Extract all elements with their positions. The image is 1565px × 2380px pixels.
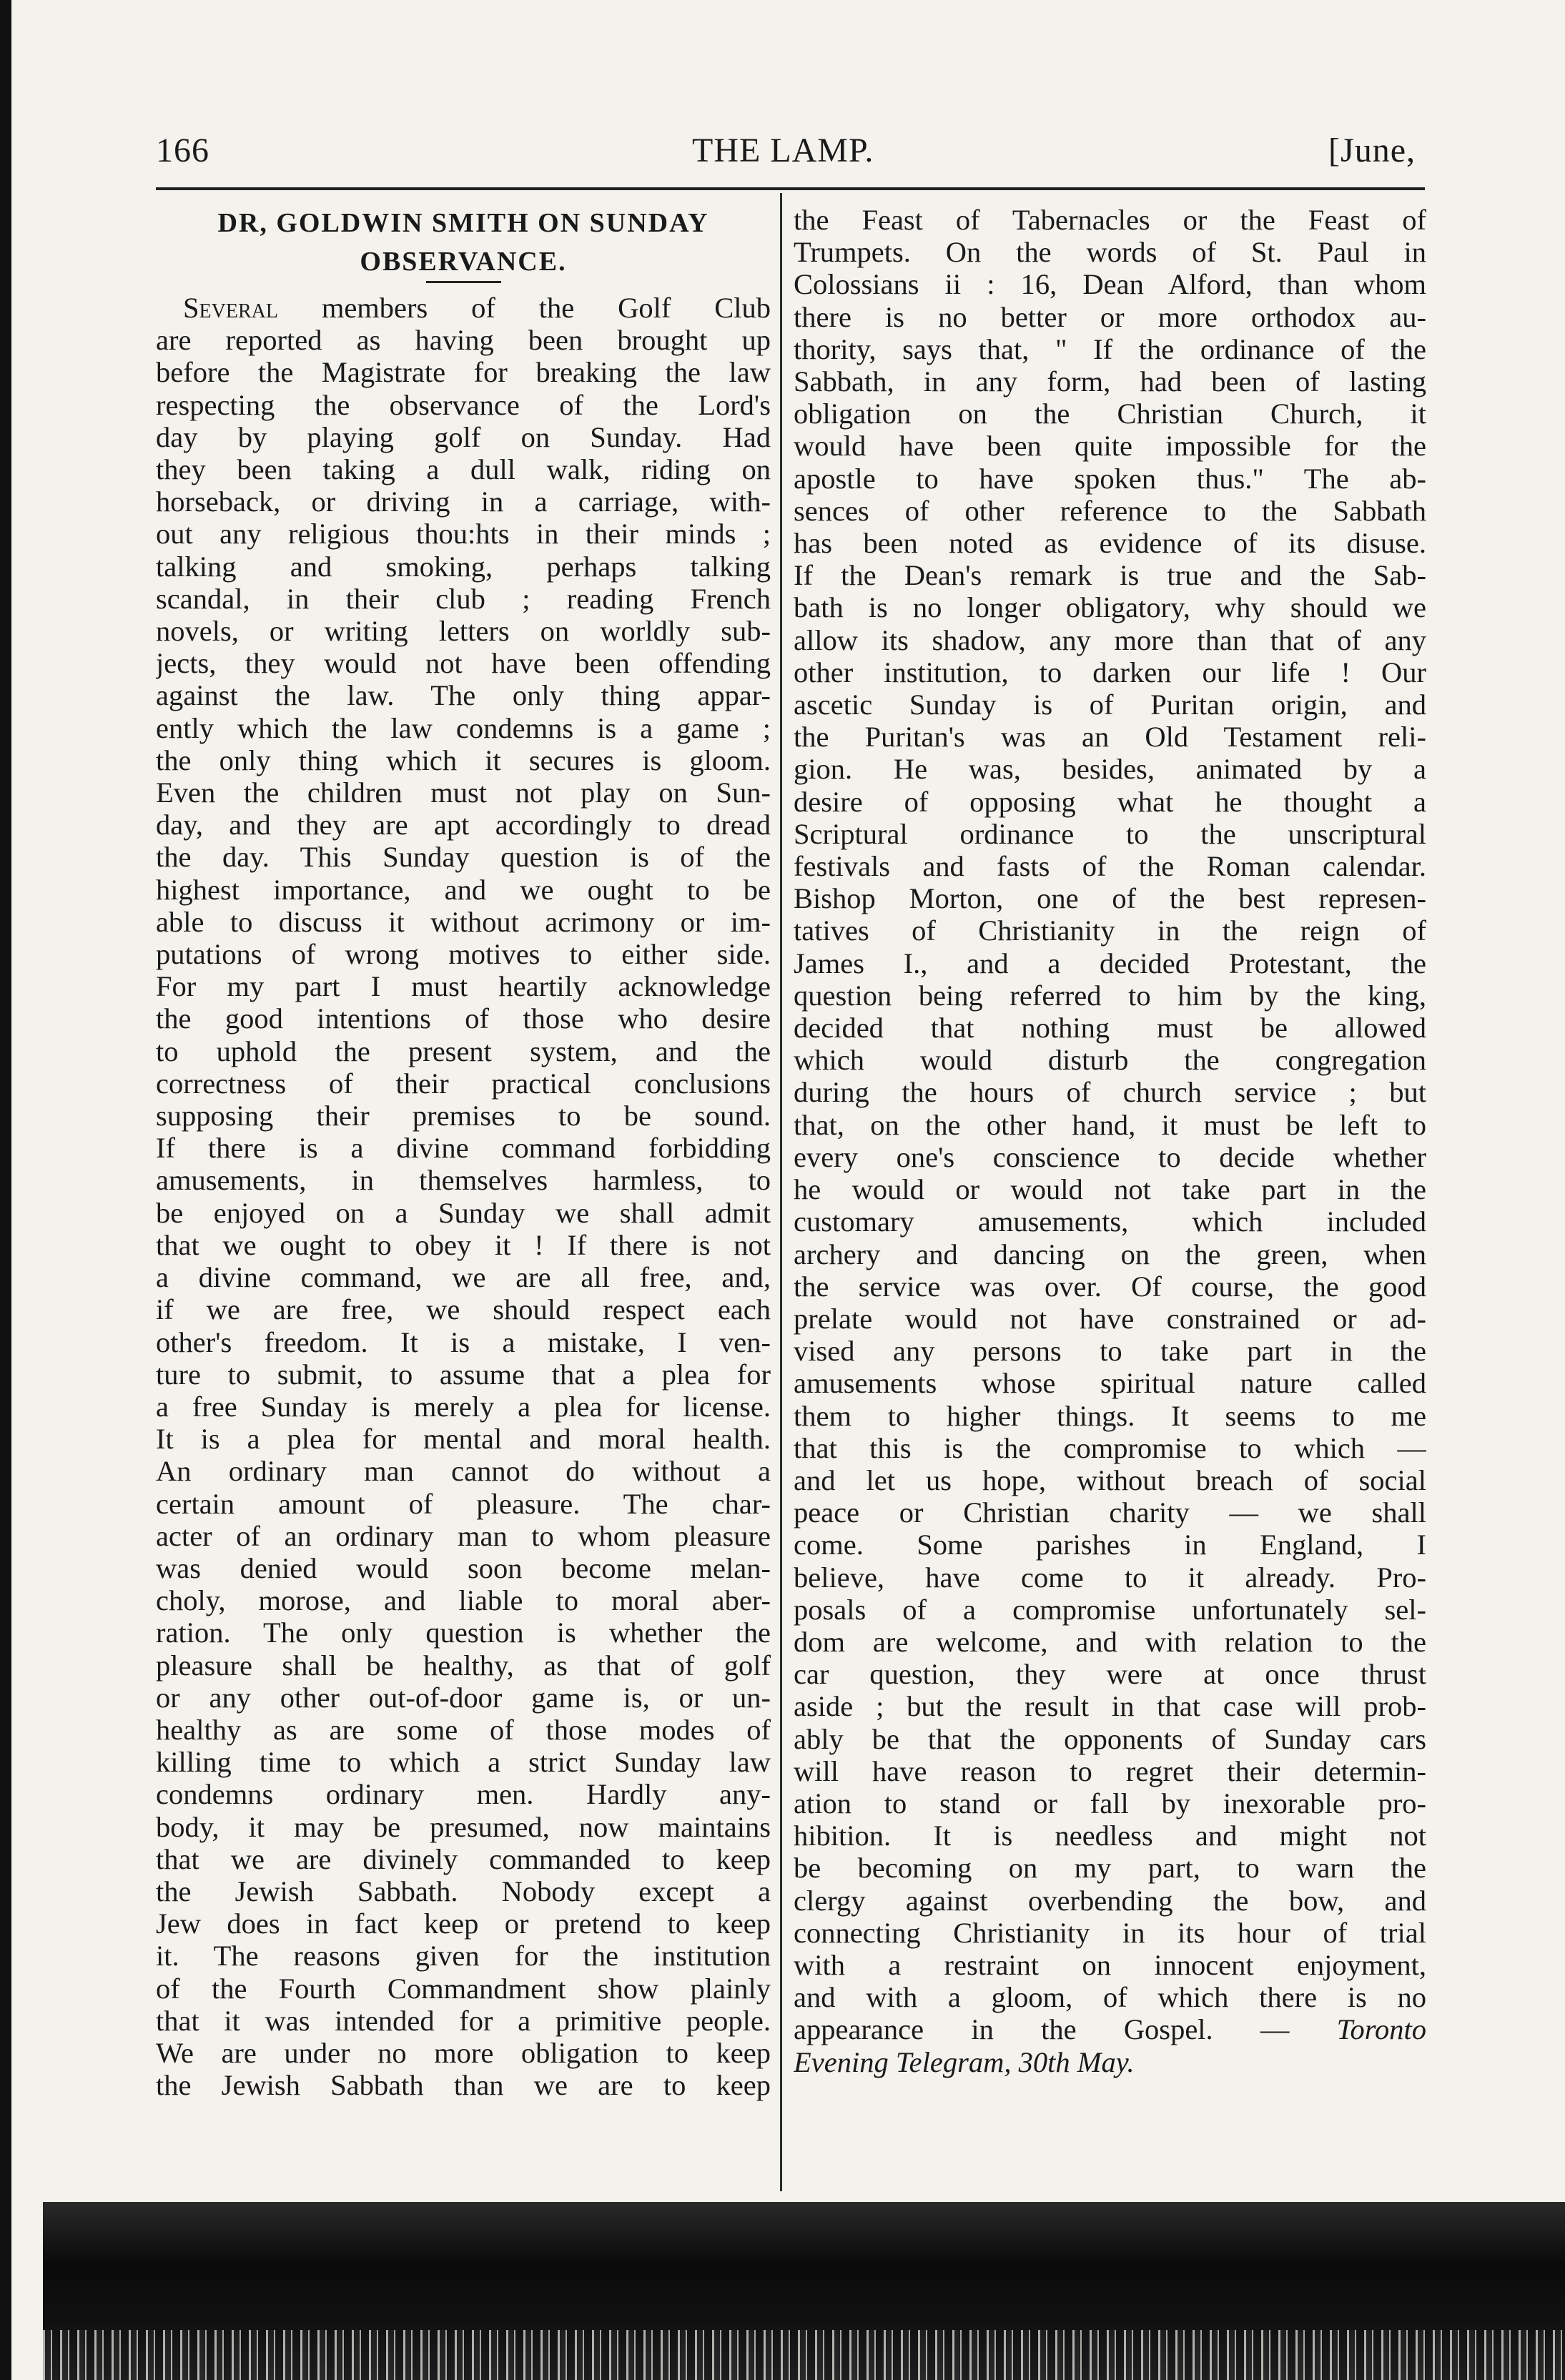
left-column-line: the Jewish Sabbath than we are to keep <box>156 2069 771 2102</box>
left-column-line: or any other out-of-door game is, or un- <box>156 1681 771 1714</box>
left-column-line: putations of wrong motives to either side. <box>156 938 771 971</box>
right-column-line: hibition. It is needless and might not <box>794 1819 1426 1852</box>
left-column-line: that we are divinely commanded to keep <box>156 1842 771 1875</box>
left-column-line: that it was intended for a primitive people. <box>156 2004 771 2037</box>
left-column-line: For my part I must heartily acknowledge <box>156 970 771 1003</box>
left-column-line: out any religious thou:hts in their minds ; <box>156 518 771 550</box>
right-column <box>794 204 1426 2078</box>
left-column-line: against the law. The only thing appar- <box>156 679 771 712</box>
right-column-line: which would disturb the congregation <box>794 1044 1426 1077</box>
left-column-line: was denied would soon become melan- <box>156 1551 771 1584</box>
left-column-line: killing time to which a strict Sunday law <box>156 1746 771 1779</box>
right-column-line: he would or would not take part in the <box>794 1173 1426 1206</box>
right-column-line: question being referred to him by the king, <box>794 979 1426 1012</box>
left-column-line: We are under no more obligation to keep <box>156 2036 771 2069</box>
scan-left-edge <box>0 0 11 2380</box>
right-column-line: during the hours of church service ; but <box>794 1076 1426 1109</box>
right-column-line: has been noted as evidence of its disuse. <box>794 527 1426 560</box>
right-column-text <box>794 204 1426 2013</box>
right-column-line: believe, have come to it already. Pro- <box>794 1561 1426 1594</box>
right-column-line: Sabbath, in any form, had been of lasting <box>794 365 1426 398</box>
left-column-line: condemns ordinary men. Hardly any- <box>156 1778 771 1811</box>
left-column-line: day by playing golf on Sunday. Had <box>156 420 771 453</box>
left-column-line: highest importance, and we ought to be <box>156 873 771 906</box>
issue-month: [June, <box>1328 132 1416 169</box>
right-column-line: bath is no longer obligatory, why should we <box>794 591 1426 624</box>
left-column-line: Jew does in fact keep or pretend to keep <box>156 1907 771 1940</box>
right-column-line: obligation on the Christian Church, it <box>794 398 1426 430</box>
right-column-line: the Puritan's was an Old Testament reli- <box>794 721 1426 754</box>
right-column-line: Scriptural ordinance to the unscriptural <box>794 817 1426 850</box>
right-column-line: gion. He was, besides, animated by a <box>794 753 1426 786</box>
right-column-line: festivals and fasts of the Roman calendar. <box>794 850 1426 883</box>
left-column-line: correctness of their practical conclusions <box>156 1067 771 1100</box>
right-column-line: Trumpets. On the words of St. Paul in <box>794 236 1426 269</box>
scan-bottom-edge <box>43 2202 1565 2380</box>
article-heading-line-2: OBSERVANCE. <box>360 247 567 277</box>
drop-word: Several <box>183 292 278 324</box>
right-column-line: thority, says that, " If the ordinance of the <box>794 332 1426 365</box>
left-column-line: talking and smoking, perhaps talking <box>156 550 771 583</box>
right-column-line: with a restraint on innocent enjoyment, <box>794 1948 1426 1981</box>
right-column-line: connecting Christianity in its hour of trial <box>794 1916 1426 1949</box>
left-column-line: before the Magistrate for breaking the law <box>156 356 771 389</box>
right-column-line: desire of opposing what he thought a <box>794 785 1426 818</box>
left-column-line: able to discuss it without acrimony or im- <box>156 905 771 938</box>
left-column-line: novels, or writing letters on worldly sub- <box>156 615 771 648</box>
right-column-line: customary amusements, which included <box>794 1205 1426 1238</box>
left-column-text <box>156 292 771 2101</box>
left-column <box>156 204 771 2101</box>
left-column-line <box>156 292 771 324</box>
article-source: Toronto <box>1336 2013 1426 2046</box>
right-column-line: every one's conscience to decide whether <box>794 1140 1426 1173</box>
right-column-line: ascetic Sunday is of Puritan origin, and <box>794 688 1426 721</box>
right-column-line: and let us hope, without breach of social <box>794 1463 1426 1496</box>
article-heading <box>156 204 771 281</box>
left-column-line: a divine command, we are all free, and, <box>156 1261 771 1294</box>
left-column-line: if we are free, we should respect each <box>156 1293 771 1326</box>
left-column-line: be enjoyed on a Sunday we shall admit <box>156 1196 771 1229</box>
left-column-line: choly, morose, and liable to moral aber- <box>156 1584 771 1617</box>
left-column-line: An ordinary man cannot do without a <box>156 1455 771 1488</box>
left-column-line: a free Sunday is merely a plea for license. <box>156 1390 771 1423</box>
right-column-line: clergy against overbending the bow, and <box>794 1884 1426 1917</box>
right-column-line: car question, they were at once thrust <box>794 1658 1426 1691</box>
right-column-line: will have reason to regret their determin- <box>794 1754 1426 1787</box>
journal-title: THE LAMP. <box>692 132 874 169</box>
right-column-line: James I., and a decided Protestant, the <box>794 947 1426 979</box>
left-column-line: of the Fourth Commandment show plainly <box>156 1972 771 2005</box>
left-column-line: pleasure shall be healthy, as that of golf <box>156 1649 771 1682</box>
left-column-line: body, it may be presumed, now maintains <box>156 1810 771 1843</box>
left-column-line: that we ought to obey it ! If there is not <box>156 1228 771 1261</box>
page-number: 166 <box>156 132 209 169</box>
right-column-line: the Feast of Tabernacles or the Feast of <box>794 204 1426 236</box>
left-column-line: certain amount of pleasure. The char- <box>156 1487 771 1520</box>
left-column-line: day, and they are apt accordingly to dread <box>156 809 771 841</box>
right-column-line: them to higher things. It seems to me <box>794 1399 1426 1432</box>
heading-rule <box>426 281 501 283</box>
right-column-line: amusements whose spiritual nature called <box>794 1367 1426 1400</box>
right-column-line: vised any persons to take part in the <box>794 1335 1426 1368</box>
article-heading-line-1: DR, GOLDWIN SMITH ON SUNDAY <box>217 208 709 238</box>
column-divider <box>780 193 782 2191</box>
left-column-line: It is a plea for mental and moral health. <box>156 1423 771 1456</box>
left-column-line: to uphold the present system, and the <box>156 1035 771 1067</box>
closing-line-text: appearance in the Gospel. — <box>794 2013 1337 2046</box>
right-column-line: ably be that the opponents of Sunday cars <box>794 1722 1426 1755</box>
right-column-line: Colossians ii : 16, Dean Alford, than whom <box>794 268 1426 301</box>
left-column-line: ently which the law condemns is a game ; <box>156 711 771 744</box>
right-column-line: sences of other reference to the Sabbath <box>794 494 1426 527</box>
left-column-line: If there is a divine command forbidding <box>156 1132 771 1165</box>
left-column-line: it. The reasons given for the institution <box>156 1940 771 1972</box>
right-column-line: decided that nothing must be allowed <box>794 1012 1426 1045</box>
left-column-line: jects, they would not have been offending <box>156 647 771 680</box>
left-column-line: acter of an ordinary man to whom pleasure <box>156 1519 771 1552</box>
article-closing <box>794 2013 1426 2078</box>
left-column-line: the good intentions of those who desire <box>156 1002 771 1035</box>
right-column-line: If the Dean's remark is true and the Sab- <box>794 559 1426 592</box>
left-column-line: horseback, or driving in a carriage, with- <box>156 485 771 518</box>
article-source-line-2: Evening Telegram, 30th May. <box>794 2045 1135 2078</box>
right-column-line: tatives of Christianity in the reign of <box>794 914 1426 947</box>
right-column-line: allow its shadow, any more than that of any <box>794 623 1426 656</box>
right-column-line: ation to stand or fall by inexorable pro- <box>794 1787 1426 1819</box>
left-column-line: scandal, in their club ; reading French <box>156 582 771 615</box>
right-column-line: come. Some parishes in England, I <box>794 1529 1426 1561</box>
right-column-line: Bishop Morton, one of the best represen- <box>794 882 1426 915</box>
right-column-line: there is no better or more orthodox au- <box>794 300 1426 333</box>
right-column-line: archery and dancing on the green, when <box>794 1238 1426 1270</box>
right-column-line: would have been quite impossible for the <box>794 430 1426 463</box>
left-column-line: other's freedom. It is a mistake, I ven- <box>156 1325 771 1358</box>
right-column-line: that this is the compromise to which — <box>794 1431 1426 1464</box>
right-column-line: the service was over. Of course, the good <box>794 1270 1426 1303</box>
left-column-line: ration. The only question is whether the <box>156 1616 771 1649</box>
left-column-line: the day. This Sunday question is of the <box>156 841 771 874</box>
header-rule <box>156 187 1425 190</box>
left-column-line: the Jewish Sabbath. Nobody except a <box>156 1875 771 1907</box>
left-column-line: respecting the observance of the Lord's <box>156 388 771 421</box>
left-column-line: supposing their premises to be sound. <box>156 1100 771 1132</box>
left-column-line: Even the children must not play on Sun- <box>156 776 771 809</box>
right-column-line: peace or Christian charity — we shall <box>794 1496 1426 1529</box>
left-column-line: the only thing which it secures is gloom. <box>156 744 771 776</box>
right-column-line: dom are welcome, and with relation to the <box>794 1625 1426 1658</box>
right-column-line: be becoming on my part, to warn the <box>794 1852 1426 1885</box>
left-column-line: are reported as having been brought up <box>156 324 771 357</box>
right-column-line: apostle to have spoken thus." The ab- <box>794 462 1426 495</box>
left-column-line: ture to submit, to assume that a plea for <box>156 1358 771 1391</box>
closing-line <box>794 2013 1426 2045</box>
left-column-line: amusements, in themselves harmless, to <box>156 1164 771 1197</box>
left-column-line: they been taking a dull walk, riding on <box>156 453 771 486</box>
first-line-rest: members of the Golf Club <box>277 292 771 324</box>
right-column-line: prelate would not have constrained or ad- <box>794 1302 1426 1335</box>
right-column-line: posals of a compromise unfortunately sel- <box>794 1593 1426 1626</box>
right-column-line: aside ; but the result in that case will prob- <box>794 1690 1426 1723</box>
left-column-line: healthy as are some of those modes of <box>156 1713 771 1746</box>
running-header <box>156 131 1416 181</box>
right-column-line: and with a gloom, of which there is no <box>794 1981 1426 2014</box>
right-column-line: other institution, to darken our life ! Our <box>794 656 1426 688</box>
right-column-line: that, on the other hand, it must be left to <box>794 1108 1426 1141</box>
